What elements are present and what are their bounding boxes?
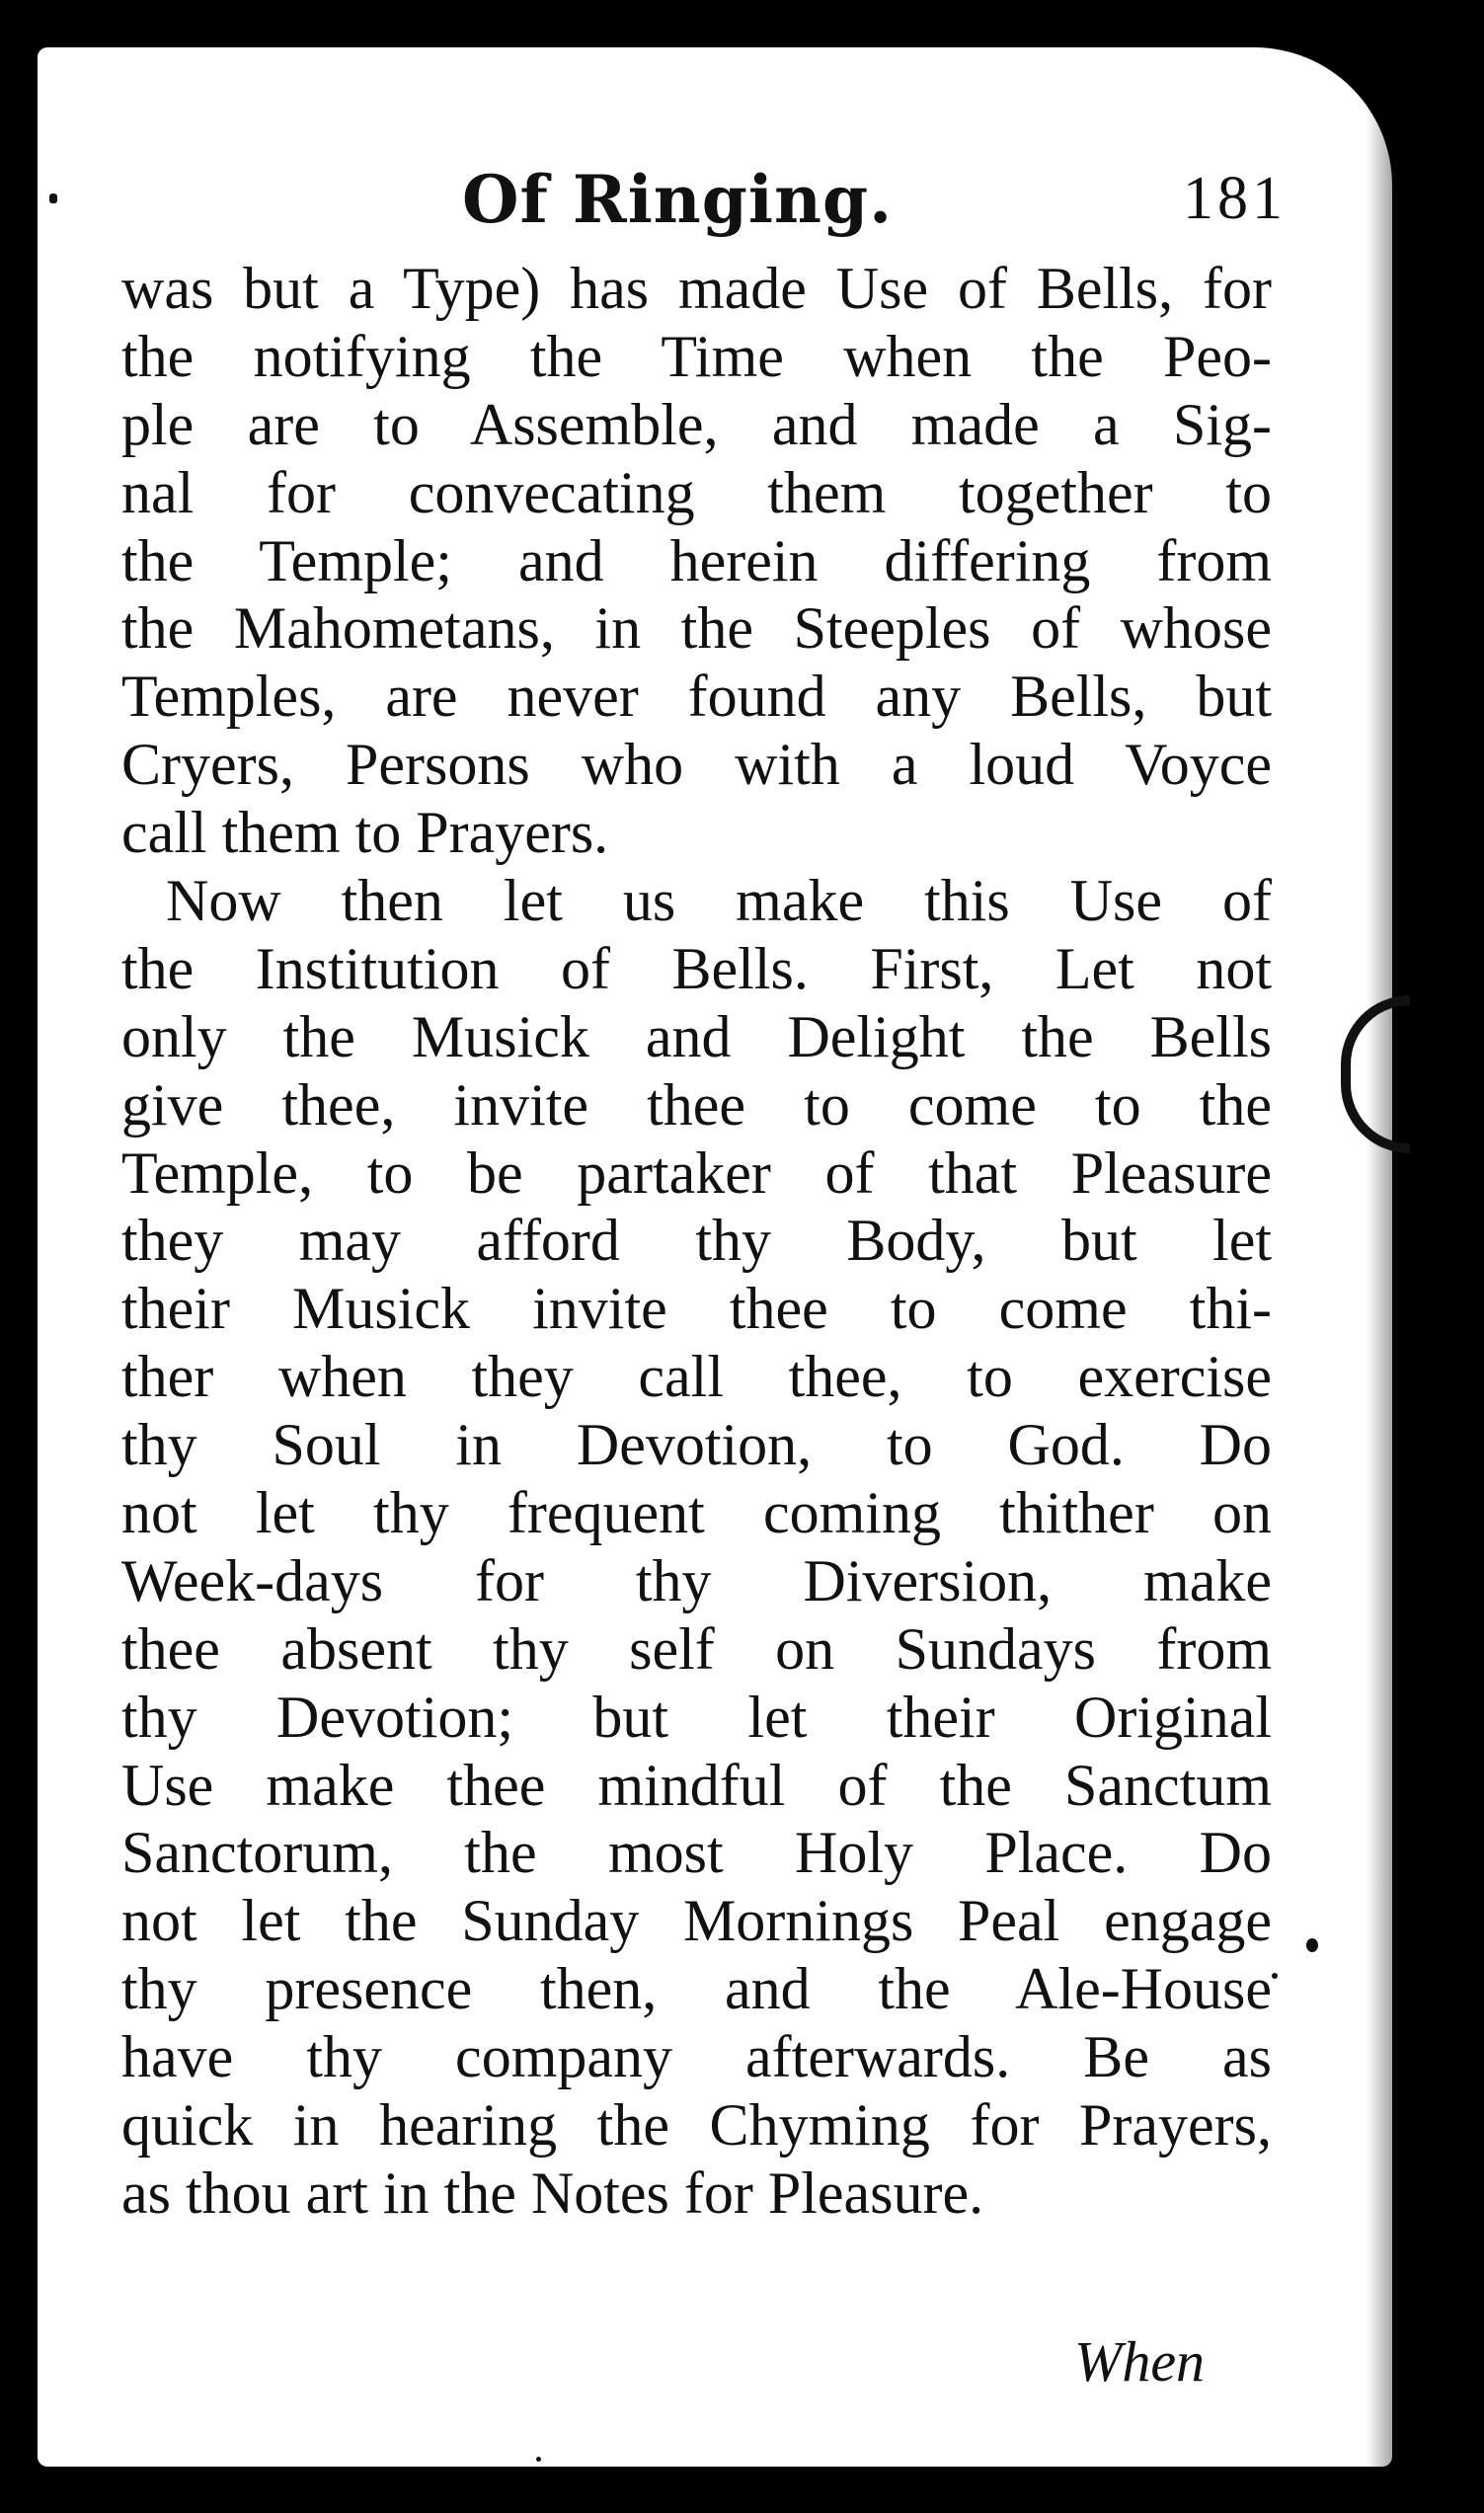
text-line: give thee, invite thee to come to the bbox=[121, 1071, 1272, 1138]
ink-speck bbox=[1306, 1938, 1318, 1952]
text-line: quick in hearing the Chyming for Prayers, bbox=[121, 2092, 1272, 2159]
ink-speck bbox=[1272, 1973, 1278, 1979]
text-line: the Temple; and herein differing from bbox=[121, 527, 1272, 593]
text-line: thy presence then, and the Ale-House bbox=[121, 1956, 1272, 2022]
text-line: ple are to Assemble, and made a Sig- bbox=[121, 391, 1272, 457]
text-line: the Institution of Bells. First, Let not bbox=[121, 935, 1272, 1001]
text-line: not let the Sunday Mornings Peal engage bbox=[121, 1888, 1272, 1954]
text-line: Temples, are never found any Bells, but bbox=[121, 664, 1272, 730]
text-line: Sanctorum, the most Holy Place. Do bbox=[121, 1820, 1272, 1886]
text-line: the notifying the Time when the Peo- bbox=[121, 323, 1272, 389]
text-line: thy Soul in Devotion, to God. Do bbox=[121, 1412, 1272, 1478]
book-page bbox=[38, 47, 1392, 2467]
binding-clasp-shadow bbox=[1341, 995, 1410, 1153]
text-line: their Musick invite thee to come thi- bbox=[121, 1276, 1272, 1342]
text-line: as thou art in the Notes for Pleasure. bbox=[121, 2160, 984, 2226]
text-line: they may afford thy Body, but let bbox=[121, 1208, 1272, 1274]
text-line: Use make thee mindful of the Sanctum bbox=[121, 1752, 1272, 1818]
page-number: 181 bbox=[1183, 165, 1287, 232]
running-head: Of Ringing. bbox=[462, 161, 894, 238]
text-line: not let thy frequent coming thither on bbox=[121, 1480, 1272, 1546]
text-line: thee absent thy self on Sundays from bbox=[121, 1615, 1272, 1682]
text-line: Cryers, Persons who with a loud Voyce bbox=[121, 732, 1272, 798]
text-line: nal for convecating them together to bbox=[121, 459, 1272, 525]
text-line: the Mahometans, in the Steeples of whose bbox=[121, 595, 1272, 662]
page-edge-shadow bbox=[1367, 47, 1392, 2467]
body-text bbox=[121, 255, 1272, 2228]
text-line: ther when they call thee, to exercise bbox=[121, 1344, 1272, 1410]
ink-speck bbox=[536, 2457, 541, 2462]
text-line: Temple, to be partaker of that Pleasure bbox=[121, 1139, 1272, 1206]
text-line: Week-days for thy Diversion, make bbox=[121, 1547, 1272, 1613]
text-line: only the Musick and Delight the Bells bbox=[121, 1003, 1272, 1069]
ink-mark bbox=[49, 194, 57, 203]
catchword: When bbox=[1074, 2329, 1206, 2394]
text-line: thy Devotion; but let their Original bbox=[121, 1684, 1272, 1750]
text-line: Now then let us make this Use of bbox=[166, 868, 1272, 934]
text-line: call them to Prayers. bbox=[121, 800, 609, 866]
text-line: have thy company afterwards. Be as bbox=[121, 2024, 1272, 2090]
text-line: was but a Type) has made Use of Bells, for bbox=[121, 256, 1272, 321]
